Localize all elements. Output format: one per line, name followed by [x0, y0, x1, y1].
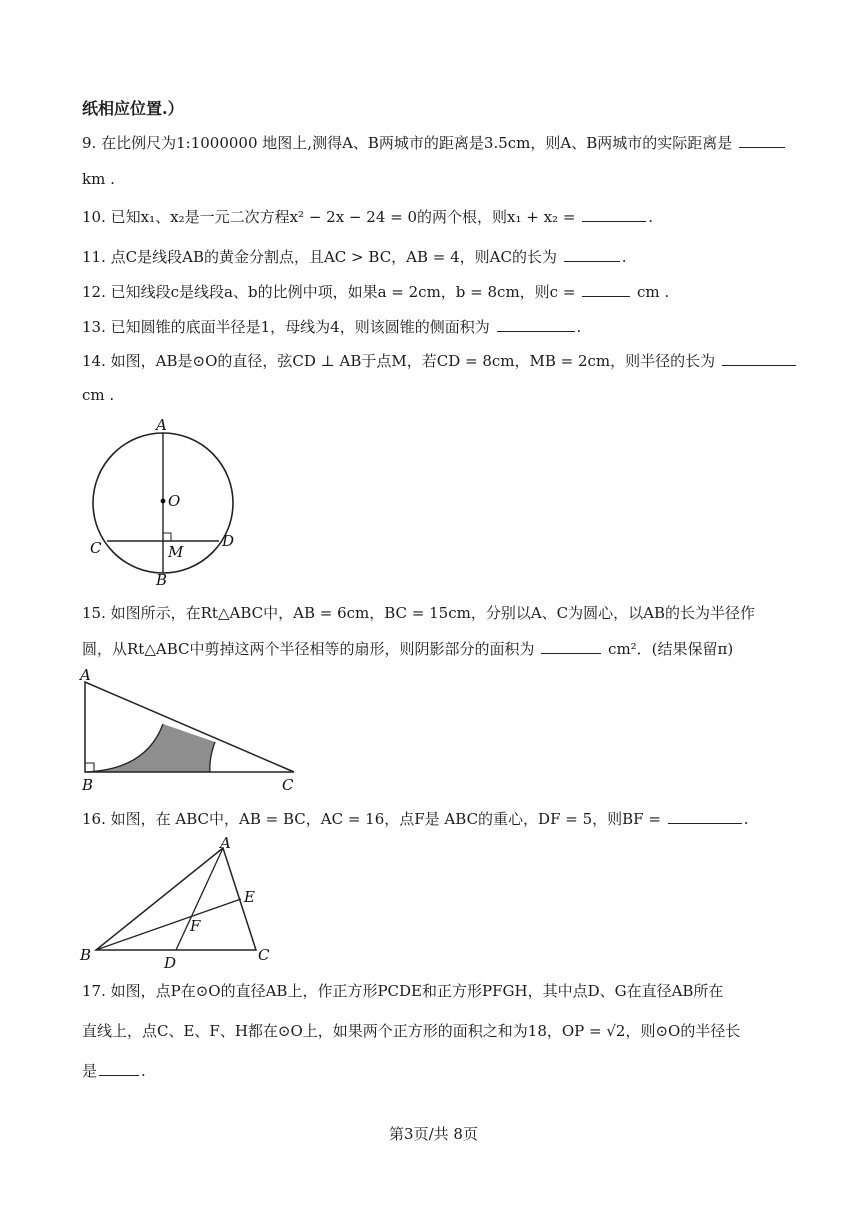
q14-text: 如图，AB是⊙O的直径，弦CD ⊥ AB于点M，若CD = 8cm，MB = 2cm，则半径的长为 — [110, 352, 716, 370]
question-11 — [82, 246, 807, 268]
q12-unit: cm . — [636, 283, 670, 301]
label-a: A — [220, 836, 231, 852]
q10-number: 10. — [82, 208, 106, 226]
question-12 — [82, 281, 807, 303]
q16-end: . — [743, 810, 749, 828]
q16-text: 如图，在 ABC中，AB = BC，AC = 16，点F是 ABC的重心，DF = 5，则BF = — [110, 810, 661, 828]
q15-unit: cm²．(结果保留π) — [608, 640, 734, 658]
q11-number: 11. — [82, 248, 106, 266]
q11-answer-blank[interactable] — [564, 246, 620, 262]
question-16 — [82, 808, 807, 830]
page-footer: 第3页/共 8页 — [389, 1125, 478, 1143]
label-c: C — [258, 946, 270, 964]
q15-text-1: 如图所示，在Rt△ABC中，AB = 6cm，BC = 15cm，分别以A、C为圆心，以AB的长为半径作 — [110, 604, 755, 622]
figure-14-circle — [80, 412, 260, 592]
label-c: C — [90, 539, 102, 557]
question-9 — [82, 132, 807, 154]
question-14 — [82, 350, 807, 372]
q17-text-2: 直线上，点C、E、F、H都在⊙O上，如果两个正方形的面积之和为18，OP = √2，则⊙O的半径长 — [82, 1022, 741, 1040]
question-9-cont — [82, 168, 807, 190]
label-b: B — [156, 571, 168, 589]
shaded-region — [85, 724, 215, 772]
question-15 — [82, 602, 807, 624]
question-10 — [82, 206, 807, 228]
q12-answer-blank[interactable] — [582, 281, 630, 297]
section-header: 纸相应位置.） — [82, 99, 184, 118]
center-point — [161, 499, 166, 504]
q13-number: 13. — [82, 318, 106, 336]
label-m: M — [168, 543, 184, 561]
figure-16-triangle — [76, 836, 286, 974]
q10-text: 已知x₁、x₂是一元二次方程x² − 2x − 24 = 0的两个根，则x₁ + x₂ = — [110, 208, 576, 226]
q15-number: 15. — [82, 604, 106, 622]
q17-number: 17. — [82, 982, 106, 1000]
q13-end: . — [576, 318, 582, 336]
question-15-cont — [82, 638, 807, 660]
q13-text: 已知圆锥的底面半径是1，母线为4，则该圆锥的侧面积为 — [110, 318, 490, 336]
q10-end: . — [648, 208, 653, 226]
label-c: C — [282, 776, 294, 794]
q17-end: . — [141, 1062, 146, 1080]
label-a: A — [80, 668, 91, 684]
q12-text: 已知线段c是线段a、b的比例中项，如果a = 2cm，b = 8cm，则c = — [110, 283, 576, 301]
q9-answer-blank[interactable] — [739, 132, 785, 148]
q9-unit: km . — [82, 170, 115, 188]
q15-text-2: 圆，从Rt△ABC中剪掉这两个半径相等的扇形，则阴影部分的面积为 — [82, 640, 535, 658]
q14-number: 14. — [82, 352, 106, 370]
q9-number: 9. — [82, 134, 97, 152]
q9-text-1: 在比例尺为 — [101, 134, 177, 152]
label-o: O — [168, 492, 181, 510]
q12-number: 12. — [82, 283, 106, 301]
triangle-abc — [96, 848, 256, 950]
question-17-cont-2 — [82, 1060, 807, 1082]
q16-answer-blank[interactable] — [668, 808, 742, 824]
q13-answer-blank[interactable] — [497, 316, 575, 332]
label-b: B — [80, 946, 92, 964]
q14-answer-blank[interactable] — [722, 350, 796, 366]
question-13 — [82, 316, 807, 338]
label-b: B — [82, 776, 94, 794]
q9-ratio: 1:1000000 — [176, 134, 258, 152]
q11-text: 点C是线段AB的黄金分割点，且AC > BC，AB = 4，则AC的长为 — [110, 248, 557, 266]
q16-number: 16. — [82, 810, 106, 828]
label-e: E — [244, 888, 255, 906]
label-a: A — [156, 416, 167, 434]
question-14-cont — [82, 384, 807, 406]
q14-unit: cm . — [82, 386, 115, 404]
right-angle-mark — [163, 533, 171, 541]
question-17-cont — [82, 1020, 807, 1042]
q11-end: . — [621, 248, 627, 266]
question-17 — [82, 980, 807, 1002]
label-d: D — [222, 532, 235, 550]
label-f: F — [190, 917, 201, 935]
right-angle-mark-b — [85, 763, 94, 772]
figure-15-triangle — [74, 668, 314, 796]
q17-text-3: 是 — [82, 1062, 98, 1080]
q15-answer-blank[interactable] — [541, 638, 601, 654]
q17-answer-blank[interactable] — [99, 1060, 139, 1076]
q9-text-2: 地图上,测得A、B两城市的距离是3.5cm，则A、B两城市的实际距离是 — [262, 134, 733, 152]
q17-text-1: 如图，点P在⊙O的直径AB上，作正方形PCDE和正方形PFGH，其中点D、G在直径AB所在 — [110, 982, 724, 1000]
q10-answer-blank[interactable] — [582, 206, 646, 222]
median-be — [96, 899, 241, 950]
label-d: D — [164, 954, 177, 972]
